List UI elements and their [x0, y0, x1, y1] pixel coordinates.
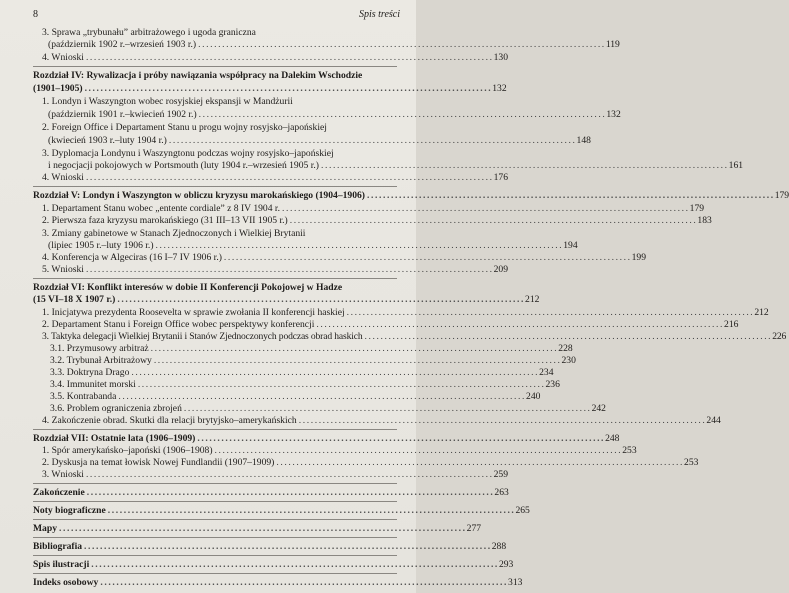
toc-entry[interactable] — [50, 355, 576, 367]
toc-page-number: 240 — [526, 391, 541, 402]
toc-entry-text: Mapy — [33, 523, 57, 534]
toc-entry-text: Spis ilustracji — [33, 559, 90, 570]
toc-entry[interactable] — [42, 52, 509, 64]
toc-page-number: 179 — [774, 190, 789, 201]
toc-entry[interactable] — [33, 523, 482, 535]
toc-entry-text: 4. Zakończenie obrad. Skutki dla relacji brytyjsko–amerykańskich — [42, 415, 297, 426]
divider — [33, 278, 397, 279]
toc-entry-text: 3. Zmiany gabinetowe w Stanach Zjednoczonych i Wielkiej Brytanii — [42, 228, 306, 239]
divider — [33, 66, 397, 67]
toc-entry[interactable] — [42, 457, 699, 469]
toc-page-number: 242 — [591, 403, 606, 414]
toc-page-number: 199 — [631, 252, 646, 263]
toc-entry[interactable] — [42, 469, 509, 481]
toc-entry-text: 4. Wnioski — [42, 172, 84, 183]
toc-entry[interactable] — [42, 264, 509, 276]
toc-page-number: 209 — [493, 264, 509, 275]
toc-page-number: 226 — [772, 331, 787, 342]
toc-entry-text: Indeks osobowy — [33, 577, 99, 588]
toc-page-number: 228 — [558, 343, 573, 354]
toc-page-number: 234 — [539, 367, 554, 378]
toc-entry[interactable] — [48, 135, 591, 147]
toc-entry-text: 2. Pierwsza faza kryzysu marokańskiego (31 III–13 VII 1905 r.) — [42, 215, 288, 226]
toc-page-number: 130 — [493, 52, 509, 63]
divider — [33, 483, 397, 484]
toc-entry-text: 1. Departament Stanu wobec „entente cordiale” z 8 IV 1904 r. — [42, 203, 280, 214]
toc-entry-text: Zakończenie — [33, 487, 85, 498]
toc-entry-text: 5. Wnioski — [42, 264, 84, 275]
toc-page-number: 161 — [728, 160, 744, 171]
toc-page-number: 259 — [493, 469, 509, 480]
toc-entry-text: 3.4. Immunitet morski — [50, 379, 136, 390]
toc-entry-text: 3.5. Kontrabanda — [50, 391, 117, 402]
toc-entry[interactable] — [42, 203, 705, 215]
chapter-heading: Rozdział V: Londyn i Waszyngton w obliczu kryzysu marokańskiego (1904–1906) — [33, 190, 366, 201]
toc-entry[interactable] — [50, 391, 541, 403]
toc-entry[interactable] — [42, 331, 787, 343]
toc-entry-text: 2. Departament Stanu i Foreign Office wobec perspektywy konferencji — [42, 319, 315, 330]
toc-entry-text: (październik 1902 r.–wrzesień 1903 r.) — [48, 39, 197, 50]
chapter-heading: Rozdział IV: Rywalizacja i próby nawiązania współpracy na Dalekim Wschodzie — [33, 70, 363, 81]
toc-entry[interactable] — [33, 433, 620, 445]
toc-entry-text: 3.1. Przymusowy arbitraż — [50, 343, 149, 354]
toc-entry-text: (kwiecień 1903 r.–luty 1904 r.) — [48, 135, 167, 146]
toc-entry[interactable] — [33, 83, 507, 95]
toc-page-number: 277 — [466, 523, 482, 534]
toc-entry-text: 1. Londyn i Waszyngton wobec rosyjskiej ekspansji w Mandżurii — [42, 96, 293, 107]
toc-entry[interactable] — [33, 541, 507, 553]
toc-entry[interactable] — [33, 294, 540, 306]
toc-entry-text: i negocjacji pokojowych w Portsmouth (luty 1904 r.–wrzesień 1905 r.) — [48, 160, 319, 171]
divider — [33, 429, 397, 430]
toc-page-number: 288 — [491, 541, 507, 552]
toc-entry-text: 2. Foreign Office i Departament Stanu u progu wojny rosyjsko–japońskiej — [42, 122, 327, 133]
divider — [33, 501, 397, 502]
toc-entry-text: Bibliografia — [33, 541, 83, 552]
toc-page-number: 236 — [545, 379, 560, 390]
divider — [33, 555, 397, 556]
divider — [33, 537, 397, 538]
toc-page-number: 212 — [525, 294, 540, 305]
toc-entry[interactable] — [42, 215, 712, 227]
toc-page-number: 313 — [508, 577, 523, 588]
toc-page-number: 263 — [494, 487, 509, 498]
toc-entry[interactable] — [48, 160, 744, 172]
toc-page-number: 253 — [622, 445, 637, 456]
toc-entry[interactable] — [42, 319, 739, 331]
toc-page-number: 176 — [493, 172, 509, 183]
toc-entry[interactable] — [48, 109, 621, 121]
toc-entry[interactable] — [42, 445, 637, 457]
toc-entry-text: 3.2. Trybunał Arbitrażowy — [50, 355, 152, 366]
toc-page-number: 119 — [605, 39, 620, 50]
toc-entry[interactable] — [33, 559, 514, 571]
toc-entry-text: (15 VI–18 X 1907 r.) — [33, 294, 116, 305]
toc-entry-text: 4. Wnioski — [42, 52, 84, 63]
toc-page-number: 248 — [605, 433, 620, 444]
toc-page-number: 253 — [684, 457, 699, 468]
toc-entry-text: 3. Wnioski — [42, 469, 84, 480]
toc-page-number: 183 — [697, 215, 712, 226]
toc-entry-text: 3. Sprawa „trybunału” arbitrażowego i ugoda graniczna — [42, 27, 256, 38]
toc-entry[interactable] — [48, 39, 620, 51]
toc-entry[interactable] — [33, 577, 523, 589]
chapter-heading: Rozdział VI: Konflikt interesów w dobie II Konferencji Pokojowej w Hadze — [33, 282, 343, 293]
toc-entry-text: 3.6. Problem ograniczenia zbrojeń — [50, 403, 182, 414]
toc-entry-text: 3. Taktyka delegacji Wielkiej Brytanii i Stanów Zjednoczonych podczas obrad haskich — [42, 331, 363, 342]
divider — [33, 186, 397, 187]
toc-page-number: 179 — [689, 203, 705, 214]
toc-page-number: 132 — [606, 109, 621, 120]
toc-entry[interactable] — [48, 240, 578, 252]
toc-entry-text: 2. Dyskusja na temat łowisk Nowej Fundlandii (1907–1909) — [42, 457, 275, 468]
toc-entry[interactable] — [50, 367, 554, 379]
toc-page-number: 265 — [515, 505, 530, 516]
toc-page-number: 132 — [492, 83, 507, 94]
toc-entry-text: 3.3. Doktryna Drago — [50, 367, 130, 378]
divider — [33, 519, 397, 520]
toc-page-number: 293 — [498, 559, 514, 570]
toc-entry[interactable] — [42, 415, 721, 427]
toc-page-number: 216 — [724, 319, 739, 330]
toc-entry[interactable] — [42, 307, 769, 319]
divider — [33, 573, 397, 574]
toc-entry-text: (lipiec 1905 r.–luty 1906 r.) — [48, 240, 154, 251]
toc-entry-text: Noty biograficzne — [33, 505, 106, 516]
toc-entry[interactable] — [42, 252, 646, 264]
toc-entry[interactable] — [50, 403, 606, 415]
toc-entry-text: (październik 1901 r.–kwiecień 1902 r.) — [48, 109, 197, 120]
toc-page-number: 194 — [563, 240, 578, 251]
toc-entry-text: 1. Inicjatywa prezydenta Roosevelta w sprawie zwołania II konferencji haskiej — [42, 307, 345, 318]
running-title: Spis treści — [358, 9, 400, 20]
chapter-heading: Rozdział VII: Ostatnie lata (1906–1909) — [33, 433, 196, 444]
toc-entry-text: 4. Konferencja w Algeciras (16 I–7 IV 1906 r.) — [42, 252, 222, 263]
toc-entry-text: (1901–1905) — [33, 83, 83, 94]
toc-entry-text: 1. Spór amerykańsko–japoński (1906–1908) — [42, 445, 213, 456]
toc-page-number: 244 — [706, 415, 721, 426]
toc-entry[interactable] — [50, 379, 560, 391]
toc-page-number: 148 — [576, 135, 591, 146]
toc-entry[interactable] — [33, 190, 789, 202]
toc-entry[interactable] — [33, 487, 509, 499]
toc-entry[interactable] — [33, 505, 530, 517]
toc-entry-text: 3. Dyplomacja Londynu i Waszyngtonu podczas wojny rosyjsko–japońskiej — [42, 148, 334, 159]
toc-page-number: 230 — [561, 355, 576, 366]
page-number: 8 — [33, 9, 38, 20]
toc-page-number: 212 — [754, 307, 769, 318]
toc-entry[interactable] — [50, 343, 573, 355]
toc-entry[interactable] — [42, 172, 509, 184]
